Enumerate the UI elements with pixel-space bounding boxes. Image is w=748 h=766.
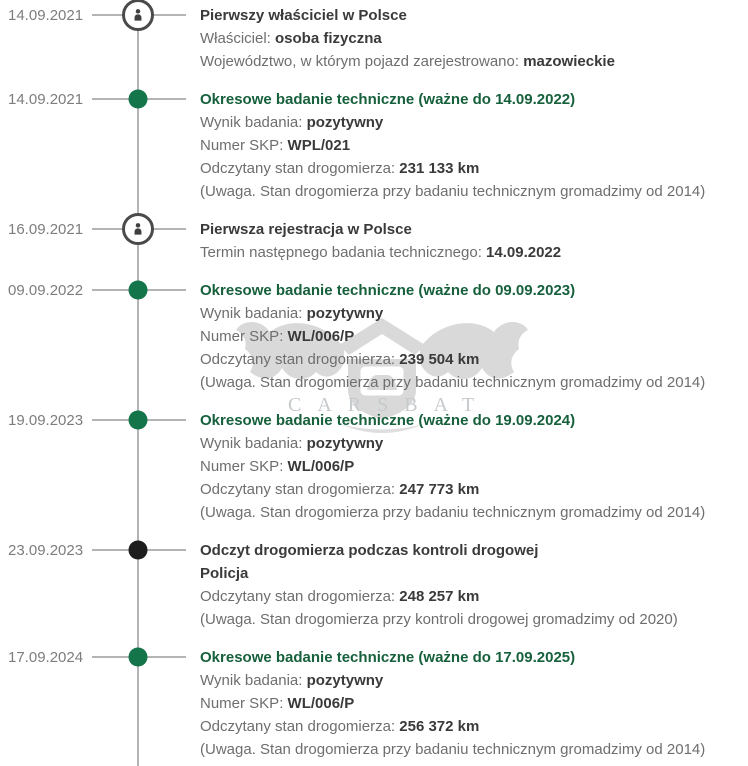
event-content bbox=[200, 539, 748, 631]
detail-line bbox=[200, 692, 748, 715]
event-content bbox=[200, 218, 748, 264]
detail-label: Numer SKP: bbox=[200, 695, 288, 712]
event-date: 14.09.2021 bbox=[8, 7, 84, 24]
detail-line bbox=[200, 608, 748, 631]
detail-label: Wynik badania: bbox=[200, 672, 307, 689]
detail-label: Odczytany stan drogomierza: bbox=[200, 160, 400, 177]
registration-person-icon bbox=[122, 213, 154, 245]
detail-line bbox=[200, 111, 748, 134]
detail-value: pozytywny bbox=[306, 305, 384, 322]
detail-line bbox=[200, 348, 748, 371]
detail-line bbox=[200, 738, 748, 761]
detail-line bbox=[200, 180, 748, 203]
detail-line bbox=[200, 134, 748, 157]
detail-label: Wynik badania: bbox=[200, 305, 307, 322]
event-content bbox=[200, 4, 748, 73]
detail-value: mazowieckie bbox=[523, 53, 615, 70]
detail-line bbox=[200, 157, 748, 180]
detail-label: Numer SKP: bbox=[200, 458, 288, 475]
detail-value: pozytywny bbox=[306, 114, 384, 131]
detail-label: Województwo, w którym pojazd zarejestrowano: bbox=[200, 53, 524, 70]
detail-line bbox=[200, 478, 748, 501]
detail-label: Termin następnego badania technicznego: bbox=[200, 244, 487, 261]
detail-line bbox=[200, 241, 748, 264]
detail-value: 256 372 km bbox=[399, 718, 480, 735]
detail-value: 231 133 km bbox=[399, 160, 480, 177]
detail-value: 248 257 km bbox=[399, 588, 480, 605]
detail-value: WL/006/P bbox=[287, 458, 355, 475]
detail-label: Wynik badania: bbox=[200, 435, 307, 452]
event-title: Pierwszy właściciel w Polsce bbox=[200, 7, 407, 24]
detail-value: Policja bbox=[200, 565, 249, 582]
event-title: Okresowe badanie techniczne (ważne do 19.09.2024) bbox=[200, 412, 576, 429]
inspection-marker-dot bbox=[129, 648, 148, 667]
detail-label: Odczytany stan drogomierza: bbox=[200, 481, 400, 498]
inspection-marker-dot bbox=[129, 281, 148, 300]
inspection-marker-dot bbox=[129, 411, 148, 430]
detail-line bbox=[200, 562, 748, 585]
detail-value: pozytywny bbox=[306, 435, 384, 452]
event-content bbox=[200, 646, 748, 761]
timeline-event bbox=[0, 646, 748, 761]
detail-value: osoba fizyczna bbox=[275, 30, 382, 47]
event-title: Pierwsza rejestracja w Polsce bbox=[200, 221, 412, 238]
detail-label: (Uwaga. Stan drogomierza przy badaniu technicznym gromadzimy od 2014) bbox=[200, 374, 706, 391]
event-content bbox=[200, 88, 748, 203]
detail-line bbox=[200, 455, 748, 478]
detail-value: pozytywny bbox=[306, 672, 384, 689]
owner-person-icon bbox=[122, 0, 154, 31]
detail-value: WL/006/P bbox=[287, 695, 355, 712]
event-date: 23.09.2023 bbox=[8, 542, 84, 559]
detail-label: Numer SKP: bbox=[200, 328, 288, 345]
detail-label: (Uwaga. Stan drogomierza przy kontroli drogowej gromadzimy od 2020) bbox=[200, 611, 678, 628]
watermark-letters: CARSBAT bbox=[288, 394, 491, 416]
detail-line bbox=[200, 325, 748, 348]
event-date: 09.09.2022 bbox=[8, 282, 84, 299]
detail-label: Wynik badania: bbox=[200, 114, 307, 131]
detail-value: WL/006/P bbox=[287, 328, 355, 345]
detail-label: (Uwaga. Stan drogomierza przy badaniu technicznym gromadzimy od 2014) bbox=[200, 741, 706, 758]
detail-label: Właściciel: bbox=[200, 30, 276, 47]
timeline-event bbox=[0, 88, 748, 203]
detail-label: (Uwaga. Stan drogomierza przy badaniu technicznym gromadzimy od 2014) bbox=[200, 183, 706, 200]
event-content bbox=[200, 409, 748, 524]
timeline-event bbox=[0, 539, 748, 631]
detail-label: (Uwaga. Stan drogomierza przy badaniu technicznym gromadzimy od 2014) bbox=[200, 504, 706, 521]
event-date: 19.09.2023 bbox=[8, 412, 84, 429]
event-date: 16.09.2021 bbox=[8, 221, 84, 238]
detail-value: 239 504 km bbox=[399, 351, 480, 368]
detail-line bbox=[200, 501, 748, 524]
detail-value: 14.09.2022 bbox=[486, 244, 562, 261]
detail-line bbox=[200, 27, 748, 50]
detail-label: Odczytany stan drogomierza: bbox=[200, 588, 400, 605]
event-title: Okresowe badanie techniczne (ważne do 14.09.2022) bbox=[200, 91, 576, 108]
event-title: Okresowe badanie techniczne (ważne do 17.09.2025) bbox=[200, 649, 576, 666]
detail-line bbox=[200, 302, 748, 325]
timeline-event bbox=[0, 218, 748, 264]
roadside-check-marker-dot bbox=[129, 541, 148, 560]
event-title: Odczyt drogomierza podczas kontroli drogowej bbox=[200, 542, 539, 559]
inspection-marker-dot bbox=[129, 90, 148, 109]
event-date: 14.09.2021 bbox=[8, 91, 84, 108]
event-date: 17.09.2024 bbox=[8, 649, 84, 666]
detail-value: WPL/021 bbox=[287, 137, 351, 154]
detail-label: Odczytany stan drogomierza: bbox=[200, 718, 400, 735]
detail-line bbox=[200, 585, 748, 608]
event-title: Okresowe badanie techniczne (ważne do 09.09.2023) bbox=[200, 282, 576, 299]
person-icon bbox=[130, 221, 146, 237]
detail-line bbox=[200, 669, 748, 692]
detail-value: 247 773 km bbox=[399, 481, 480, 498]
detail-line bbox=[200, 371, 748, 394]
timeline-event bbox=[0, 409, 748, 524]
detail-line bbox=[200, 432, 748, 455]
detail-label: Numer SKP: bbox=[200, 137, 288, 154]
detail-label: Odczytany stan drogomierza: bbox=[200, 351, 400, 368]
detail-line bbox=[200, 50, 748, 73]
person-icon bbox=[130, 7, 146, 23]
event-content bbox=[200, 279, 748, 394]
timeline-event bbox=[0, 279, 748, 394]
detail-line bbox=[200, 715, 748, 738]
timeline-event bbox=[0, 4, 748, 73]
